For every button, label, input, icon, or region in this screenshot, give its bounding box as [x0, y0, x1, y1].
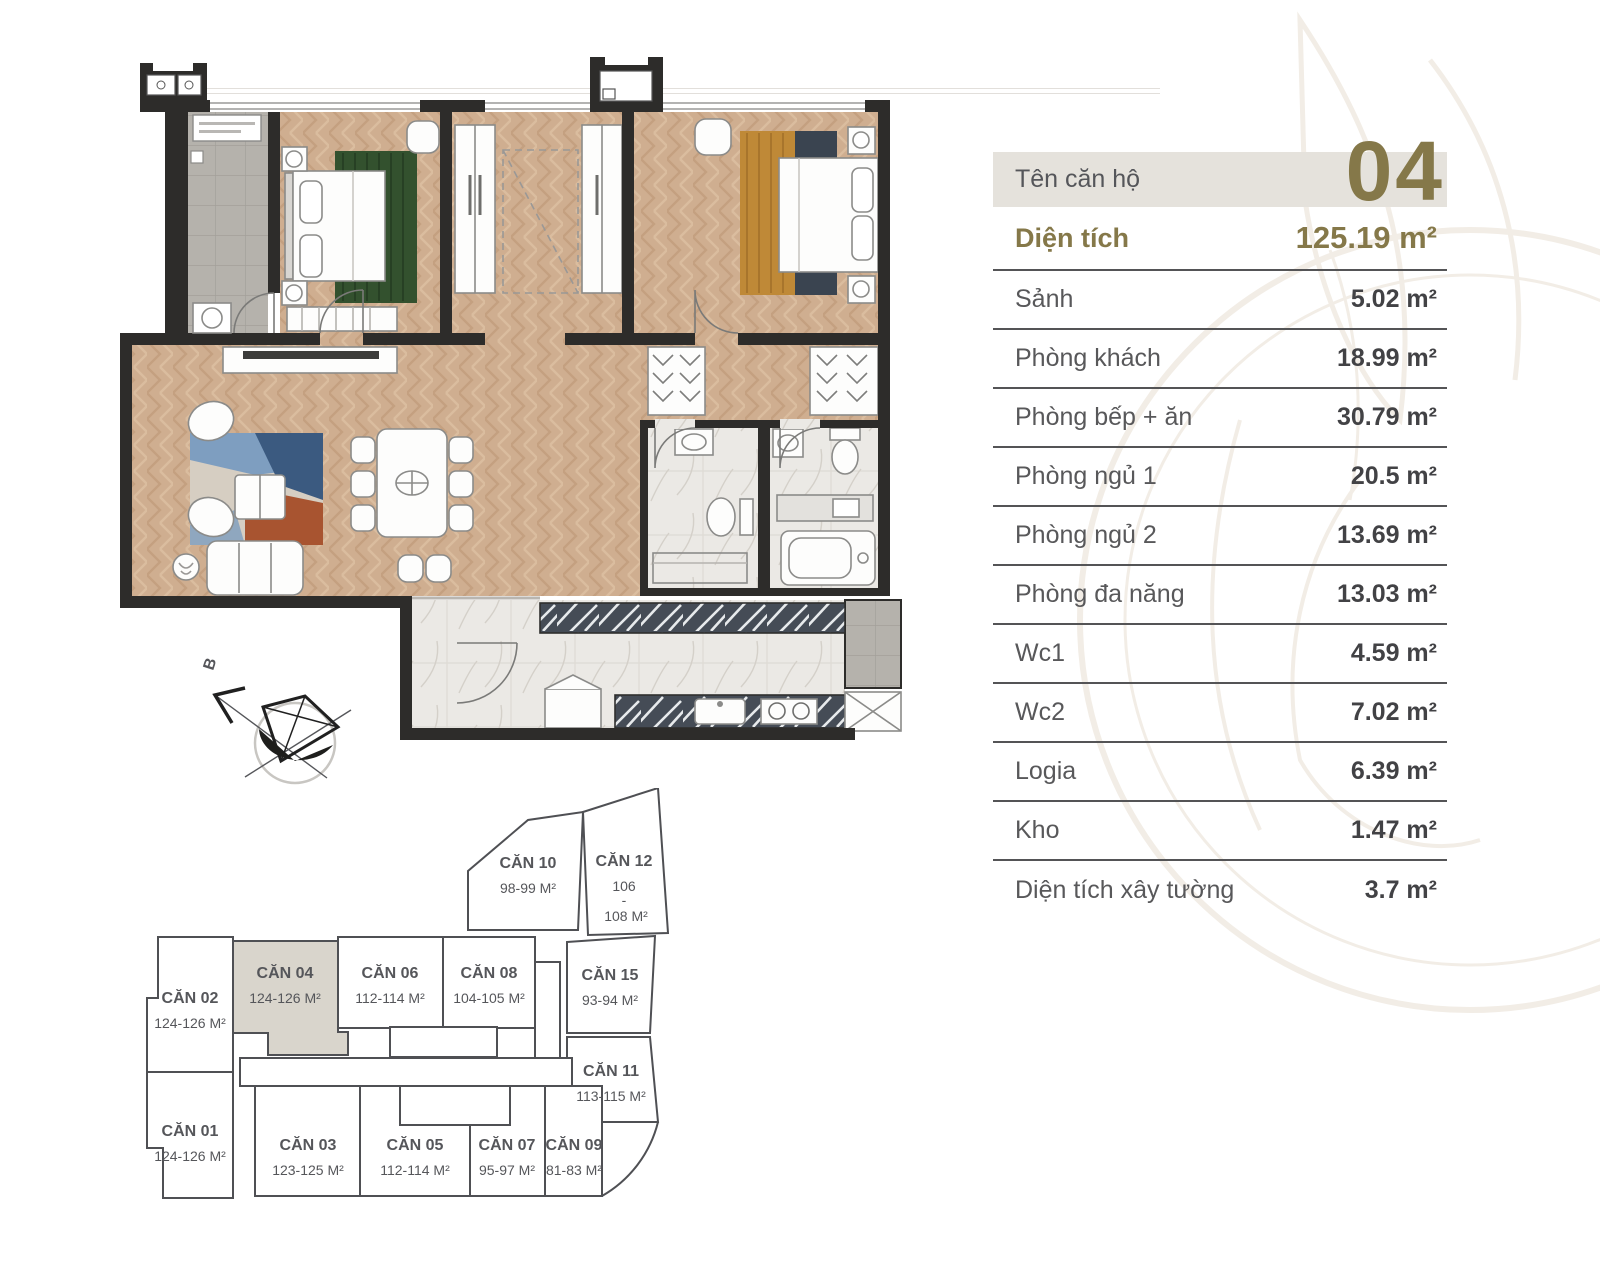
- total-area-label: Diện tích: [1015, 222, 1130, 253]
- row-label: Phòng khách: [1015, 344, 1161, 372]
- logia-floor: [188, 112, 268, 333]
- unit-area: 95-97 M²: [478, 1162, 536, 1178]
- unit-name: CĂN 11: [582, 1063, 640, 1080]
- row-label: Phòng đa năng: [1015, 580, 1185, 608]
- table-row: [993, 684, 1447, 743]
- unit-area: 123-125 M²: [272, 1162, 344, 1178]
- row-value: 20.5 m²: [1350, 462, 1437, 490]
- row-value: 6.39 m²: [1350, 757, 1437, 785]
- row-label: Kho: [1015, 816, 1060, 844]
- row-value: 18.99 m²: [1336, 344, 1437, 372]
- table-row: [993, 507, 1447, 566]
- unit-number: 04: [1345, 124, 1445, 218]
- table-row: [993, 566, 1447, 625]
- row-value: 3.7 m²: [1364, 876, 1437, 904]
- table-row: [993, 625, 1447, 684]
- unit-area: 113-115 M²: [576, 1088, 646, 1104]
- unit-name: CĂN 08: [460, 965, 518, 982]
- row-label: Wc1: [1015, 639, 1065, 667]
- table-row: [993, 330, 1447, 389]
- unit-name: CĂN 02: [161, 990, 219, 1007]
- row-value: 4.59 m²: [1350, 639, 1437, 667]
- table-row: [993, 271, 1447, 330]
- unit-area: 106: [612, 878, 636, 894]
- table-row: [993, 743, 1447, 802]
- unit-name: CĂN 06: [361, 965, 419, 982]
- site-map-boundary-arc: [602, 1122, 658, 1196]
- floor-key-plan: [140, 788, 680, 1208]
- row-value: 5.02 m²: [1350, 285, 1437, 313]
- site-map-unit-can-06[interactable]: [338, 937, 443, 1028]
- unit-name-label: Tên căn hộ: [1015, 165, 1141, 193]
- row-value: 7.02 m²: [1350, 698, 1437, 726]
- site-map-lobby-lower: [400, 1086, 510, 1125]
- unit-name: CĂN 03: [279, 1137, 337, 1154]
- table-row: [993, 861, 1447, 920]
- table-row: [993, 389, 1447, 448]
- unit-area: -: [621, 892, 627, 908]
- unit-name: CĂN 10: [499, 855, 557, 872]
- bedroom1-furniture: [282, 121, 439, 331]
- unit-info-table: [993, 124, 1447, 920]
- unit-name: CĂN 09: [545, 1137, 603, 1154]
- unit-area: 112-114 M²: [355, 990, 425, 1006]
- windows: [210, 100, 865, 112]
- row-label: Logia: [1015, 757, 1077, 785]
- unit-area: 98-99 M²: [499, 880, 557, 896]
- site-map-unit-can-15[interactable]: [567, 936, 655, 1033]
- total-area-value: 125.19 m²: [1295, 220, 1437, 255]
- row-value: 13.69 m²: [1336, 521, 1437, 549]
- table-row: [993, 448, 1447, 507]
- table-row: [993, 802, 1447, 861]
- unit-area: 124-126 M²: [154, 1015, 226, 1031]
- row-label: Wc2: [1015, 698, 1065, 726]
- site-map-unit-can-08[interactable]: [443, 937, 535, 1028]
- unit-name: CĂN 04: [256, 965, 314, 982]
- table-header: [993, 124, 1447, 218]
- unit-name: CĂN 07: [478, 1137, 536, 1154]
- unit-area: 81-83 M²: [545, 1162, 603, 1178]
- unit-area: 108 M²: [604, 908, 648, 924]
- floor-plan-drawing: [95, 55, 905, 795]
- unit-name: CĂN 01: [161, 1123, 219, 1140]
- unit-name: CĂN 15: [581, 967, 639, 984]
- unit-area: 112-114 M²: [380, 1162, 450, 1178]
- unit-area: 124-126 M²: [249, 990, 321, 1006]
- floor-key-plan-drawing: [140, 788, 680, 1208]
- floor-plan: [95, 55, 905, 795]
- site-map-shaft: [535, 962, 560, 1058]
- storage-floor: [845, 600, 901, 688]
- unit-area: 93-94 M²: [581, 992, 639, 1008]
- site-map-lobby-upper: [390, 1027, 497, 1057]
- site-map-corridor: [240, 1058, 572, 1086]
- unit-name: CĂN 05: [386, 1137, 444, 1154]
- row-label: Phòng bếp + ăn: [1015, 403, 1193, 431]
- compass-north-label: B: [200, 655, 221, 673]
- row-value: 30.79 m²: [1336, 403, 1437, 431]
- unit-area: 124-126 M²: [154, 1148, 226, 1164]
- row-label: Sảnh: [1015, 285, 1074, 313]
- unit-name: CĂN 12: [595, 853, 653, 870]
- unit-area: 104-105 M²: [453, 990, 525, 1006]
- row-label: Diện tích xây tường: [1015, 876, 1235, 904]
- row-value: 1.47 m²: [1350, 816, 1437, 844]
- compass: [201, 656, 351, 783]
- row-label: Phòng ngủ 1: [1015, 462, 1157, 490]
- row-label: Phòng ngủ 2: [1015, 521, 1157, 549]
- row-value: 13.03 m²: [1336, 580, 1437, 608]
